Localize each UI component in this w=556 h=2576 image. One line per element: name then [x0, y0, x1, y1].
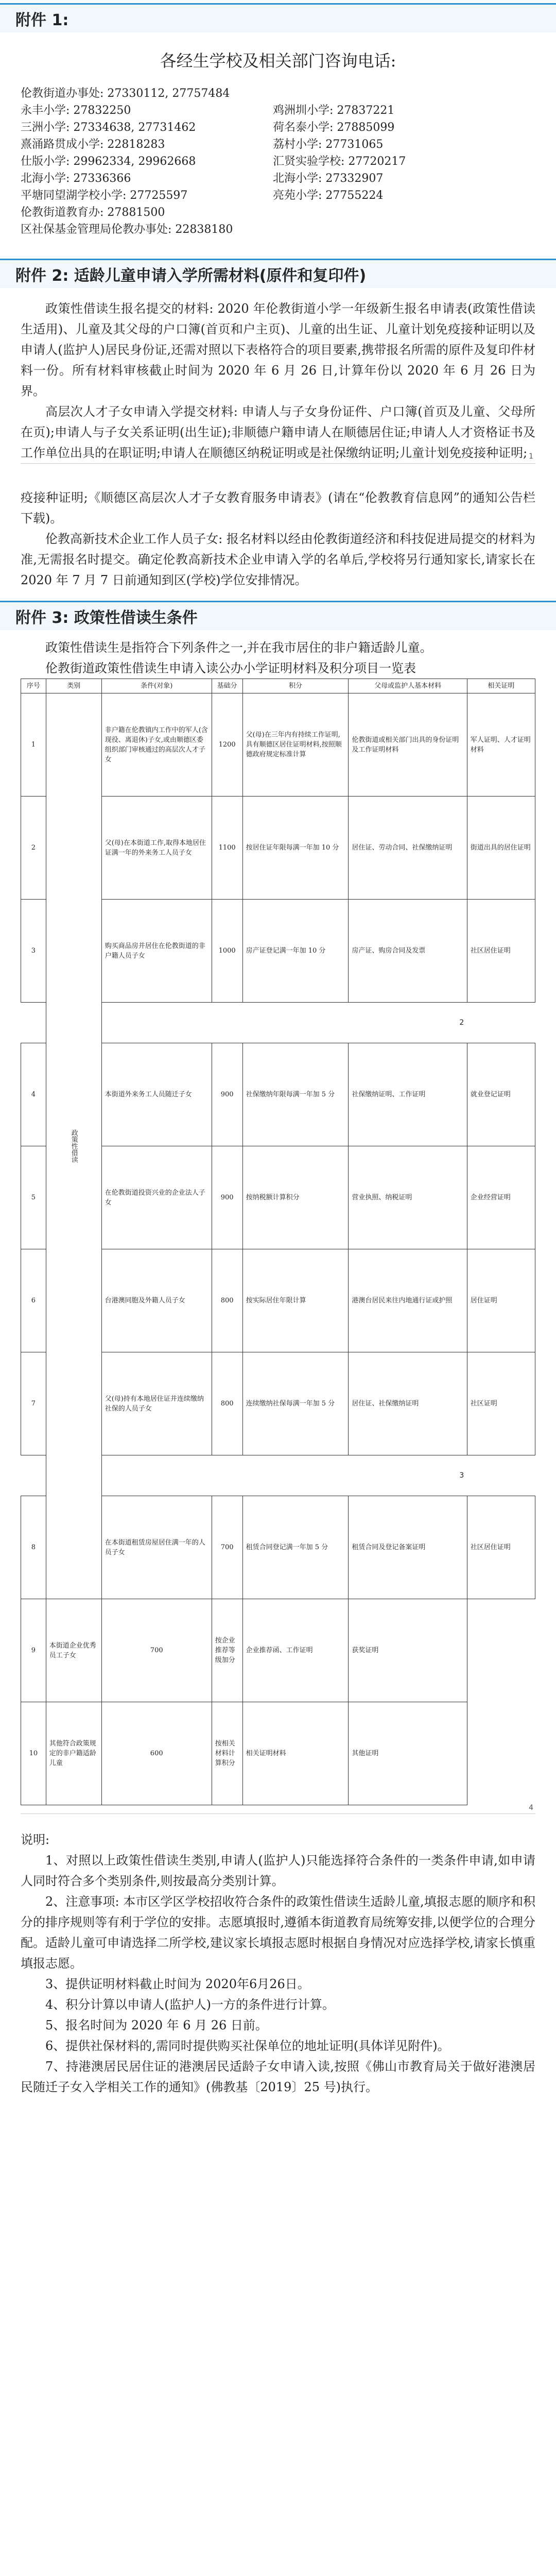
- table-cell: 租赁合同及登记备案证明: [349, 1496, 467, 1599]
- table-header-row: [21, 679, 535, 693]
- table-cell: 4: [21, 1043, 46, 1146]
- table-cell: 社区居住证明: [467, 900, 535, 1003]
- contact-item: 永丰小学: 27832250: [21, 104, 131, 117]
- page-number: 1: [529, 452, 533, 461]
- table-cell: 父(母)在本街道工作,取得本地居住证满一年的外来务工人员子女: [101, 796, 212, 900]
- page-number: 4: [529, 1804, 533, 1812]
- table-cell: 台港澳同胞及外籍人员子女: [101, 1249, 212, 1352]
- contact-row: [21, 170, 535, 187]
- table-cell: 按实际居住年限计算: [242, 1249, 349, 1352]
- contact-item: 平塘同望湖学校小学: 27725597: [21, 189, 188, 202]
- contact-row: [21, 204, 535, 221]
- note-item: 3、提供证明材料截止时间为 2020年6月26日。: [45, 1977, 310, 1991]
- table-cell: 营业执照、纳税证明: [349, 1146, 467, 1249]
- table-cell: 居住证明: [467, 1249, 535, 1352]
- table-cell: 2: [21, 796, 46, 900]
- table-cell: 6: [21, 1249, 46, 1352]
- contact-row: [21, 153, 535, 170]
- table-cell: 800: [212, 1352, 242, 1455]
- contact-item: 区社保基金管理局伦教办事处: 22838180: [21, 223, 233, 236]
- table-cell: 1200: [212, 693, 242, 796]
- table-header-cell: 类别: [46, 679, 101, 693]
- note-item: 4、积分计算以申请人(监护人)一方的条件进行计算。: [45, 1997, 335, 2012]
- contact-item: 伦教街道教育办: 27881500: [21, 206, 165, 219]
- table-cell: 900: [212, 1043, 242, 1146]
- annex2-para2: 高层次人才子女申请入学提交材料: 申请人与子女身份证件、户口簿(首页及儿童、父母所在页);申请人与子女关系证明(出生证);非顺德户籍申请人在顺德居住证;申请人人才资格证书及工作单位出具的在职证明;申请人在顺德区纳税证明或是社保缴纳证明;儿童计划免疫接种证明;: [21, 404, 535, 460]
- table-cell: 社保缴纳年限每满一年加 5 分: [242, 1043, 349, 1146]
- contact-item: 鸡洲圳小学: 27837221: [273, 104, 395, 117]
- contact-row: [21, 85, 535, 102]
- table-cell: 其他证明: [349, 1702, 467, 1805]
- contact-row: [21, 187, 535, 204]
- table-cell: 按相关材料计算积分: [212, 1702, 242, 1805]
- table-cell: 1: [21, 693, 46, 796]
- table-cell: 租赁合同登记满一年加 5 分: [242, 1496, 349, 1599]
- contact-item: 三洲小学: 27334638, 27731462: [21, 121, 196, 134]
- table-cell: 军人证明、人才证明材料: [467, 693, 535, 796]
- table-cell: 600: [101, 1702, 212, 1805]
- note-item: 2、注意事项: 本市区学区学校招收符合条件的政策性借读生适龄儿童,填报志愿的顺序和积分的排序规则等有利于学位的安排。志愿填报时,遵循本街道教育局统筹安排,以便学位的合理分配。适龄儿童可申请选择二所学校,建议家长填报志愿时根据自身情况对应选择学校,请家长慎重填报志愿。: [21, 1894, 535, 1971]
- table-page-break: [21, 1455, 535, 1496]
- table-header-cell: 基础分: [212, 679, 242, 693]
- notes: [21, 1829, 535, 2097]
- table-cell: 社保缴纳证明、工作证明: [349, 1043, 467, 1146]
- table-cell: 非户籍在伦教镇内工作中的军人(含现役、离退休)子女,或由顺德区委组织部门审核通过的高层次人才子女: [101, 693, 212, 796]
- contact-item: 荔村小学: 27731065: [273, 138, 384, 151]
- table-cell: 本街道企业优秀员工子女: [46, 1599, 101, 1702]
- table-cell: 本街道外来务工人员随迁子女: [101, 1043, 212, 1146]
- table-cell: 港澳台居民来往内地通行证或护照: [349, 1249, 467, 1352]
- table-cell: 房产证登记满一年加 10 分: [242, 900, 349, 1003]
- table-cell: 企业经营证明: [467, 1146, 535, 1249]
- table-cell: 其他符合政策规定的非户籍适龄儿童: [46, 1702, 101, 1805]
- note-item: 1、对照以上政策性借读生类别,申请人(监护人)只能选择符合条件的一类条件申请,如申请人同时符合多个类别条件,则按最高分类别计算。: [21, 1853, 535, 1888]
- table-row: [21, 1702, 535, 1805]
- table-cell: 5: [21, 1146, 46, 1249]
- contact-item: 荷名泰小学: 27885099: [273, 121, 395, 134]
- table-cell: 父(母)持有本地居住证并连续缴纳社保的人员子女: [101, 1352, 212, 1455]
- annex1-heading: 附件 1:: [0, 3, 556, 32]
- table-cell: 1000: [212, 900, 242, 1003]
- table-cell: 7: [21, 1352, 46, 1455]
- table-cell: 居住证、劳动合同、社保缴纳证明: [349, 796, 467, 900]
- page-number: 3: [459, 1471, 464, 1480]
- table-row: [21, 693, 535, 796]
- table-cell: 获奖证明: [349, 1599, 467, 1702]
- annex2-para4: 伦教高新技术企业工作人员子女: 报名材料以经由伦教街道经济和科技促进局提交的材料为准,无需报名时提交。确定伦教高新技术企业申请入学的名单后,学校将另行通知家长,请家长在 2020 年 7 月 7 日前通知到区(学校)学位安排情况。: [21, 532, 535, 587]
- table-cell: 按居住证年限每满一年加 10 分: [242, 796, 349, 900]
- table-body: [21, 693, 535, 1805]
- notes-heading: 说明:: [21, 1833, 50, 1847]
- table-cell: 3: [21, 900, 46, 1003]
- table-header-cell: 条件(对象): [101, 679, 212, 693]
- table-page-break: [21, 1003, 535, 1043]
- table-cell: 企业推荐函、工作证明: [242, 1599, 349, 1702]
- contact-item: 北海小学: 27332907: [273, 172, 384, 185]
- table-header-cell: 相关证明: [467, 679, 535, 693]
- annex1-title: 各经生学校及相关部门咨询电话:: [160, 51, 396, 71]
- table-cell: 在本街道租赁房屋居住满一年的人员子女: [101, 1496, 212, 1599]
- annex2-heading: 附件 2: 适龄儿童申请入学所需材料(原件和复印件): [0, 259, 556, 288]
- table-cell: 700: [212, 1496, 242, 1599]
- table-row: [21, 1599, 535, 1702]
- table-cell: 社区证明: [467, 1352, 535, 1455]
- notes-list: [21, 1850, 535, 2097]
- contact-item: 亮苑小学: 27755224: [273, 189, 384, 202]
- note-item: 6、提供社保材料的,需同时提供购买社保单位的地址证明(具体详见附件)。: [45, 2039, 450, 2053]
- table-cell: 1100: [212, 796, 242, 900]
- page-number: 2: [459, 1018, 464, 1027]
- annex3-para1: 政策性借读生是指符合下列条件之一,并在我市居住的非户籍适龄儿童。: [45, 640, 432, 655]
- note-item: 7、持港澳居民居住证的港澳居民适龄子女申请入读,按照《佛山市教育局关于做好港澳居民随迁子女入学相关工作的通知》(佛教基〔2019〕25 号)执行。: [21, 2059, 535, 2094]
- annex3-para2: 伦教街道政策性借读生申请入读公办小学证明材料及积分项目一览表: [45, 661, 416, 675]
- table-cell: 购买商品房并居住在伦教街道的非户籍人员子女: [101, 900, 212, 1003]
- page-break: [21, 1804, 535, 1829]
- table-cell: 社区居住证明: [467, 1496, 535, 1599]
- annex2-para1: 政策性借读生报名提交的材料: 2020 年伦教街道小学一年级新生报名申请表(政策性借读生适用)、儿童及其父母的户口簿(首页和户主页)、儿童的出生证、儿童计划免疫接种证明以及申请人(监护人)居民身份证,还需对照以下表格符合的项目要素,携带报名所需的原件及复印件材料一份。所有材料审核截止时间为 2020 年 6 月 26 日,计算年份以 2020 年 6 月 26 日为界。: [21, 301, 535, 398]
- note-item: 5、报名时间为 2020 年 6 月 26 日前。: [45, 2018, 268, 2032]
- contact-item: 北海小学: 27336366: [21, 172, 131, 185]
- table-header-cell: 积分: [242, 679, 349, 693]
- table-cell: 800: [212, 1249, 242, 1352]
- contact-item: 熹涌路贯成小学: 22818283: [21, 138, 165, 151]
- table-cell: 700: [101, 1599, 212, 1702]
- table-cell: 8: [21, 1496, 46, 1599]
- contact-item: 伦教街道办事处: 27330112, 27757484: [21, 87, 230, 100]
- table-cell: 9: [21, 1599, 46, 1702]
- table-cell: 900: [212, 1146, 242, 1249]
- contact-list: [21, 85, 535, 238]
- table-cell: 10: [21, 1702, 46, 1805]
- table-cell: 连续缴纳社保每满一年加 5 分: [242, 1352, 349, 1455]
- table-cell: 伦教街道或相关部门出具的身份证明及工作证明材料: [349, 693, 467, 796]
- table-cell: 房产证、购房合同及发票: [349, 900, 467, 1003]
- table-cell: 居住证、社保缴纳证明: [349, 1352, 467, 1455]
- annex2-para3: 疫接种证明;《顺德区高层次人才子女教育服务申请表》(请在“伦教教育信息网”的通知公告栏下载)。: [21, 490, 535, 526]
- contact-item: 仕版小学: 29962334, 29962668: [21, 155, 196, 168]
- page-break: [21, 452, 535, 487]
- table-cell: 政策性借读: [46, 693, 101, 1599]
- contact-row: [21, 136, 535, 153]
- table-cell: 在伦教街道投资兴业的企业法人子女: [101, 1146, 212, 1249]
- table-cell: 按企业推荐等级加分: [212, 1599, 242, 1702]
- annex3-heading: 附件 3: 政策性借读生条件: [0, 601, 556, 630]
- table-header-cell: 序号: [21, 679, 46, 693]
- contact-row: [21, 221, 535, 238]
- contact-row: [21, 102, 535, 119]
- table-cell: 就业登记证明: [467, 1043, 535, 1146]
- policy-table: [21, 679, 535, 1805]
- table-cell: 父(母)在三年内有持续工作证明,具有顺德区居住证明材料,按照顺德政府规定标准计算: [242, 693, 349, 796]
- table-header-cell: 父母或监护人基本材料: [349, 679, 467, 693]
- table-cell: 街道出具的居住证明: [467, 796, 535, 900]
- contact-row: [21, 119, 535, 136]
- contact-item: 汇贤实验学校: 27720217: [273, 155, 406, 168]
- table-cell: 相关证明材料: [242, 1702, 349, 1805]
- table-cell: 按纳税额计算积分: [242, 1146, 349, 1249]
